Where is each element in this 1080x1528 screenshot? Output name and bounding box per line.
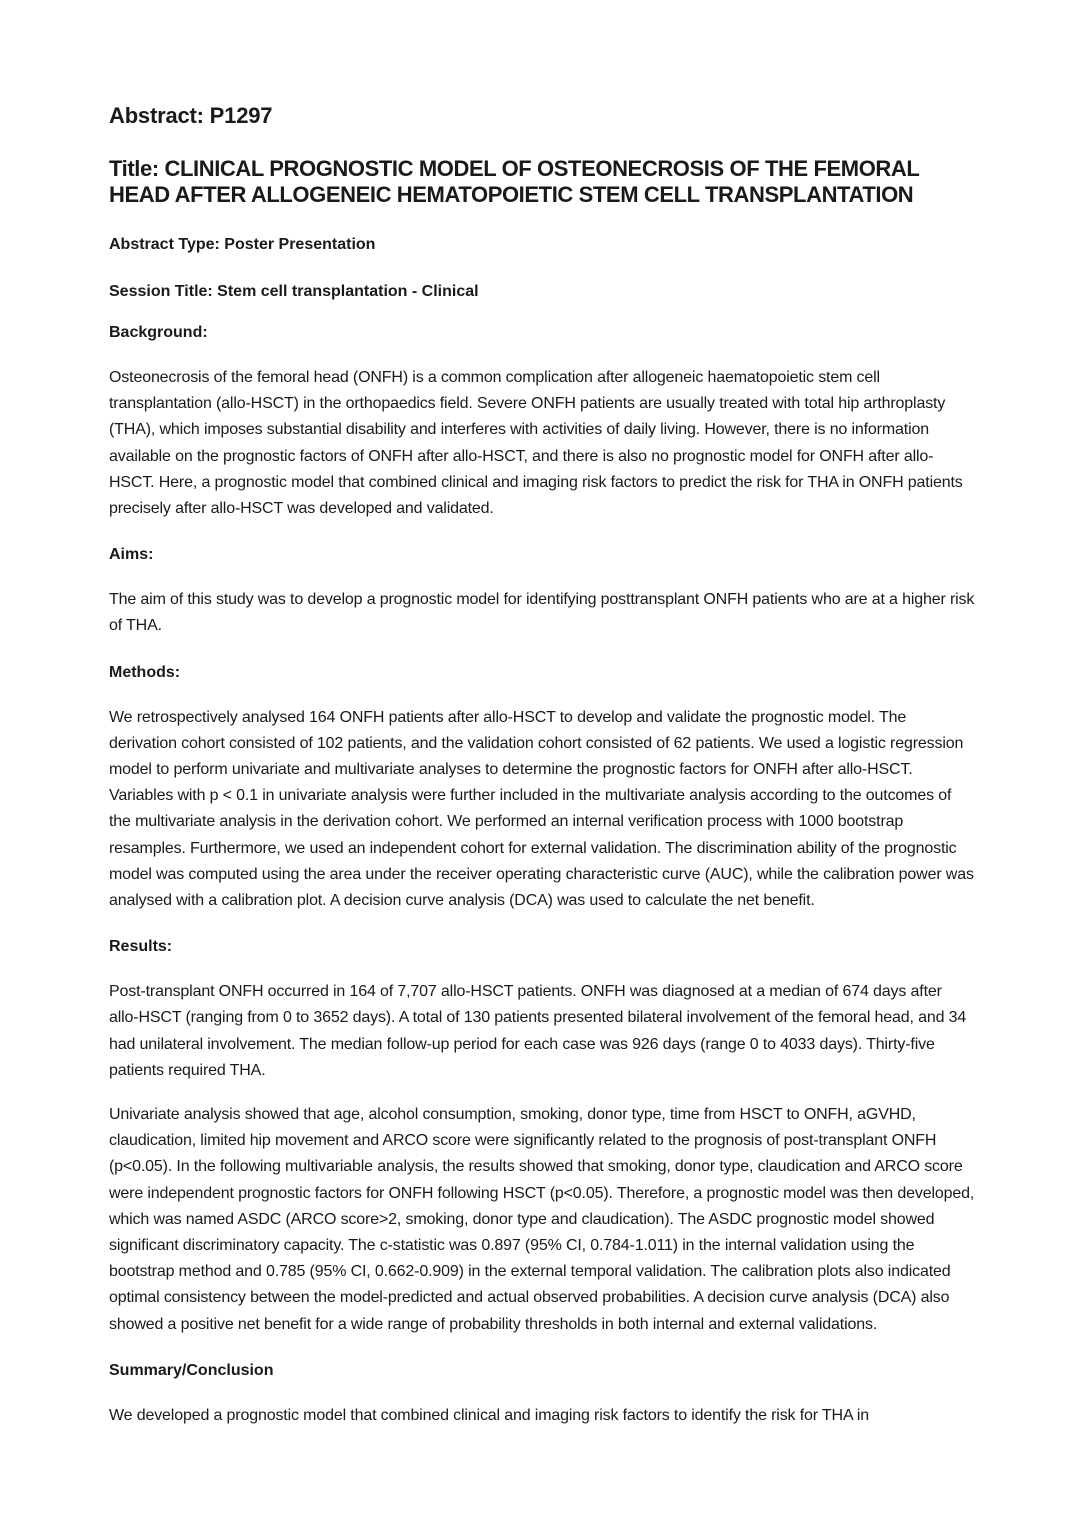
background-text: Osteonecrosis of the femoral head (ONFH) is a common complication after allogeneic haematopoietic stem cell transplantation (allo-HSCT) in the orthopaedics field. Severe ONFH patients are usually treated with total hip arthroplasty (THA), which imposes substantial disability and interferes with activities of daily living. However, there is no information available on the prognostic factors of ONFH after allo-HSCT, and there is also no prognostic model for ONFH after allo-HSCT. Here, a prognostic model that combined clinical and imaging risk factors to predict the risk for THA in ONFH patients precisely after allo-HSCT was developed and validated. (109, 369, 963, 518)
summary-text: We developed a prognostic model that combined clinical and imaging risk factors to identify the risk for THA in (109, 1406, 870, 1424)
methods-heading: Methods: (109, 663, 181, 681)
abstract-type: Abstract Type: Poster Presentation (109, 236, 376, 253)
abstract-id: Abstract: P1297 (109, 103, 273, 128)
methods-text: We retrospectively analysed 164 ONFH patients after allo-HSCT to develop and validate the prognostic model. The derivation cohort consisted of 102 patients, and the validation cohort consisted of 62 patients. We used a logistic regression model to perform univariate and multivariate analyses to determine the prognostic factors for ONFH after allo-HSCT. Variables with p < 0.1 in univariate analysis were further included in the multivariate analysis according to the outcomes of the multivariate analysis in the derivation cohort. We performed an internal verification process with 1000 bootstrap resamples. Furthermore, we used an independent cohort for external validation. The discrimination ability of the prognostic model was computed using the area under the receiver operating characteristic curve (AUC), while the calibration power was analysed with a calibration plot. A decision curve analysis (DCA) was used to calculate the net benefit. (109, 708, 974, 910)
results-text-2: Univariate analysis showed that age, alcohol consumption, smoking, donor type, time from HSCT to ONFH, aGVHD, claudication, limited hip movement and ARCO score were significantly related to the prognosis of post-transplant ONFH (p<0.05). In the following multivariable analysis, the results showed that smoking, donor type, claudication and ARCO score were independent prognostic factors for ONFH following HSCT (p<0.05). Therefore, a prognostic model was then developed, which was named ASDC (ARCO score>2, smoking, donor type and claudication). The ASDC prognostic model showed significant discriminatory capacity. The c-statistic was 0.897 (95% CI, 0.784-1.011) in the internal validation using the bootstrap method and 0.785 (95% CI, 0.662-0.909) in the external temporal validation. The calibration plots also indicated optimal consistency between the model-predicted and actual observed probabilities. A decision curve analysis (DCA) also showed a positive net benefit for a wide range of probability thresholds in both internal and external validations. (109, 1106, 975, 1333)
summary-heading: Summary/Conclusion (109, 1361, 274, 1379)
results-text-1: Post-transplant ONFH occurred in 164 of 7,707 allo-HSCT patients. ONFH was diagnosed at a median of 674 days after allo-HSCT (ranging from 0 to 3652 days). A total of 130 patients presented bilateral involvement of the femoral head, and 34 had unilateral involvement. The median follow-up period for each case was 926 days (range 0 to 4033 days). Thirty-five patients required THA. (109, 983, 967, 1079)
aims-heading: Aims: (109, 546, 154, 564)
abstract-page (109, 100, 975, 1429)
session-title: Session Title: Stem cell transplantation - Clinical (109, 283, 479, 300)
abstract-title: Title: CLINICAL PROGNOSTIC MODEL OF OSTEONECROSIS OF THE FEMORAL HEAD AFTER ALLOGENEIC HEMATOPOIETIC STEM CELL TRANSPLANTATION (109, 156, 920, 207)
aims-text: The aim of this study was to develop a prognostic model for identifying posttransplant ONFH patients who are at a higher risk of THA. (109, 591, 975, 635)
results-heading: Results: (109, 938, 173, 956)
background-heading: Background: (109, 324, 208, 341)
